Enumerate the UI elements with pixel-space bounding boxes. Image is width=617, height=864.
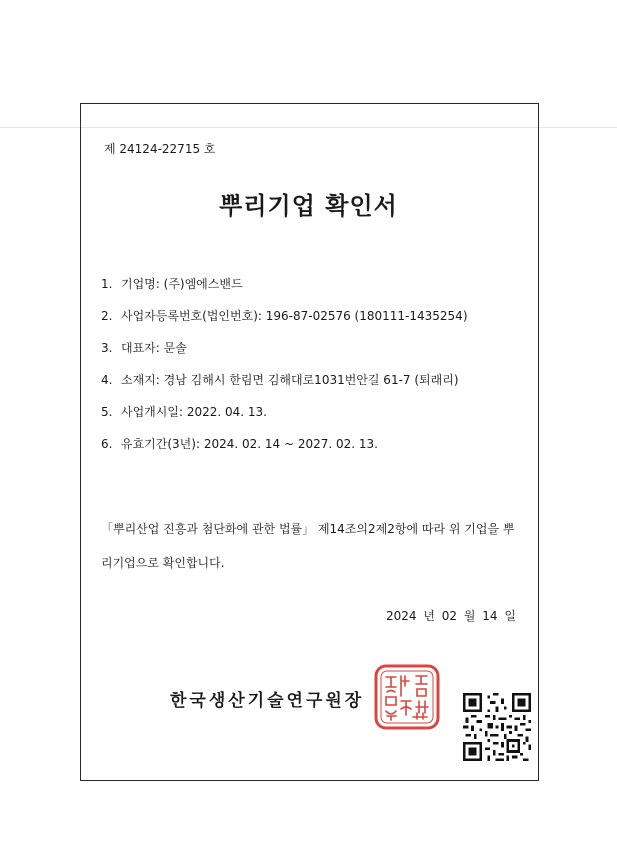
item-number: 6. [101,437,113,451]
item-number: 2. [101,309,113,323]
item-representative [101,336,468,368]
date-year: 2024 [385,609,417,623]
item-address [101,368,468,400]
item-company-name [101,272,468,304]
certificate-items [101,272,468,464]
date-day-unit: 일 [504,609,516,623]
item-validity-period [101,432,468,464]
issue-date [383,607,516,624]
item-start-date [101,400,468,432]
issuer-name: 한국생산기술연구원장 [170,691,365,711]
item-text: 대표자: 문솔 [121,341,187,355]
item-text: 사업자등록번호(법인번호): 196-87-02576 (180111-1435254) [121,309,468,323]
item-text: 기업명: (주)엠에스밴드 [121,277,243,291]
item-number: 5. [101,405,113,419]
item-number: 3. [101,341,113,355]
date-month-unit: 월 [463,609,476,623]
item-text: 유효기간(3년): 2024. 02. 14 ~ 2027. 02. 13. [121,437,378,451]
date-month: 02 [441,609,458,623]
certificate-title: 뿌리기업 확인서 [219,192,398,220]
item-number: 4. [101,373,113,387]
item-registration-number [101,304,468,336]
official-seal-stamp [373,663,441,731]
item-number: 1. [101,277,113,291]
qr-code [463,693,531,761]
item-text: 사업개시일: 2022. 04. 13. [121,405,267,419]
document-number: 제 24124-22715 호 [104,142,216,156]
date-year-unit: 년 [423,609,435,623]
item-text: 소재지: 경남 김해시 한림면 김해대로1031번안길 61-7 (퇴래리) [121,373,459,387]
date-day: 14 [482,609,498,623]
certification-statement: 「뿌리산업 진흥과 첨단화에 관한 법률」 제14조의2제2항에 따라 위 기업을 뿌리기업으로 확인합니다. [101,522,515,570]
